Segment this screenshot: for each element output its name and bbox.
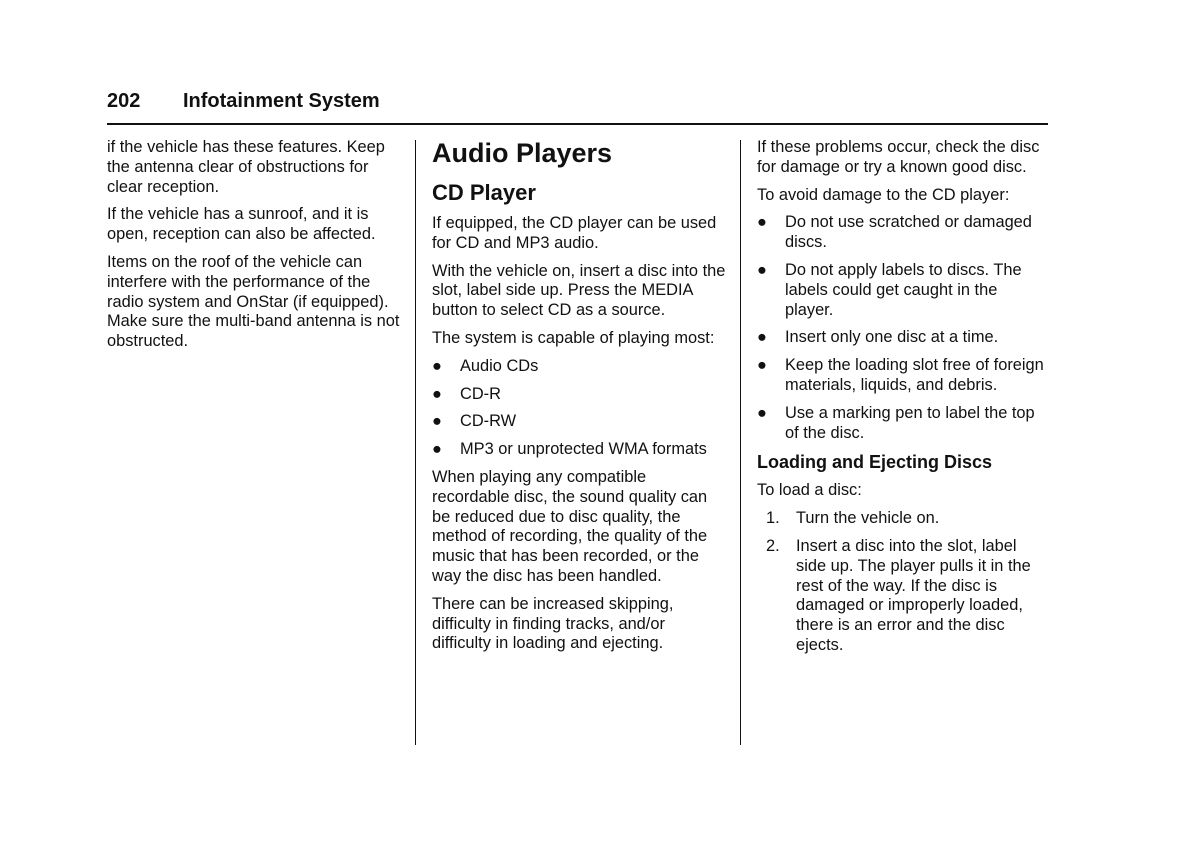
step-text: Turn the vehicle on. xyxy=(796,509,940,528)
list-item xyxy=(757,213,1049,253)
paragraph: To avoid damage to the CD player: xyxy=(757,185,1010,204)
paragraph: If the vehicle has a sunroof, and it is open, reception can also be affected. xyxy=(107,205,376,244)
list-item xyxy=(757,261,1049,320)
column-divider-2 xyxy=(740,140,741,745)
list-item-text: Audio CDs xyxy=(460,356,539,375)
bullet-icon: ● xyxy=(757,260,767,279)
subsection-heading: Loading and Ejecting Discs xyxy=(757,452,993,473)
header-rule xyxy=(107,123,1048,125)
step-text: Insert a disc into the slot, label side up. The player pulls it in the rest of the way. If the disc is damaged or improperly loaded, there is an error and the disc ejects. xyxy=(796,536,1031,654)
paragraph: With the vehicle on, insert a disc into the slot, label side up. Press the MEDIA button to select CD as a source. xyxy=(432,261,726,320)
list-item-text: Do not use scratched or damaged discs. xyxy=(785,213,1032,252)
column-1 xyxy=(107,138,402,360)
list-item-text: MP3 or unprotected WMA formats xyxy=(460,440,707,459)
paragraph: If equipped, the CD player can be used for CD and MP3 audio. xyxy=(432,214,717,252)
step-number: 1. xyxy=(766,509,780,528)
list-item-text: CD-R xyxy=(460,384,501,403)
list-item-text: Do not apply labels to discs. The labels could get caught in the player. xyxy=(785,260,1022,319)
bullet-icon: ● xyxy=(757,213,767,232)
bullet-icon: ● xyxy=(757,356,767,375)
bullet-icon: ● xyxy=(432,440,442,459)
column-3 xyxy=(757,138,1049,664)
list-item xyxy=(757,328,1049,348)
format-list xyxy=(432,357,728,460)
paragraph: When playing any compatible recordable disc, the sound quality can be reduced due to disc quality, the method of recording, the quality of the music that has been recorded, or the way the disc has been handled. xyxy=(432,467,708,585)
steps-list xyxy=(757,509,1049,656)
list-item xyxy=(432,385,728,405)
step-item xyxy=(757,537,1049,656)
paragraph: If these problems occur, check the disc for damage or try a known good disc. xyxy=(757,138,1040,176)
paragraph: Items on the roof of the vehicle can interfere with the performance of the radio system and OnStar (if equipped). Make sure the multi-band antenna is not obstructed. xyxy=(107,252,400,351)
subsection-heading: CD Player xyxy=(432,180,536,205)
section-heading: Audio Players xyxy=(432,138,613,168)
page-header xyxy=(107,90,380,113)
list-item-text: Insert only one disc at a time. xyxy=(785,328,999,347)
list-item-text: CD-RW xyxy=(460,412,517,431)
section-title: Infotainment System xyxy=(183,90,380,112)
list-item-text: Use a marking pen to label the top of the disc. xyxy=(785,403,1035,442)
paragraph: if the vehicle has these features. Keep the antenna clear of obstructions for clear reception. xyxy=(107,138,385,196)
list-item xyxy=(432,440,728,460)
list-item xyxy=(757,404,1049,444)
column-divider-1 xyxy=(415,140,416,745)
step-number: 2. xyxy=(766,536,780,555)
step-item xyxy=(757,509,1049,529)
page-number: 202 xyxy=(107,90,141,112)
bullet-icon: ● xyxy=(757,403,767,422)
bullet-icon: ● xyxy=(432,384,442,403)
column-2 xyxy=(432,138,728,662)
bullet-icon: ● xyxy=(432,412,442,431)
precaution-list xyxy=(757,213,1049,443)
list-item xyxy=(757,356,1049,396)
paragraph: The system is capable of playing most: xyxy=(432,328,715,347)
list-item xyxy=(432,412,728,432)
bullet-icon: ● xyxy=(432,356,442,375)
list-item xyxy=(432,357,728,377)
list-item-text: Keep the loading slot free of foreign materials, liquids, and debris. xyxy=(785,356,1044,394)
paragraph: To load a disc: xyxy=(757,481,862,500)
bullet-icon: ● xyxy=(757,328,767,347)
paragraph: There can be increased skipping, difficulty in finding tracks, and/or difficulty in loading and ejecting. xyxy=(432,594,674,653)
